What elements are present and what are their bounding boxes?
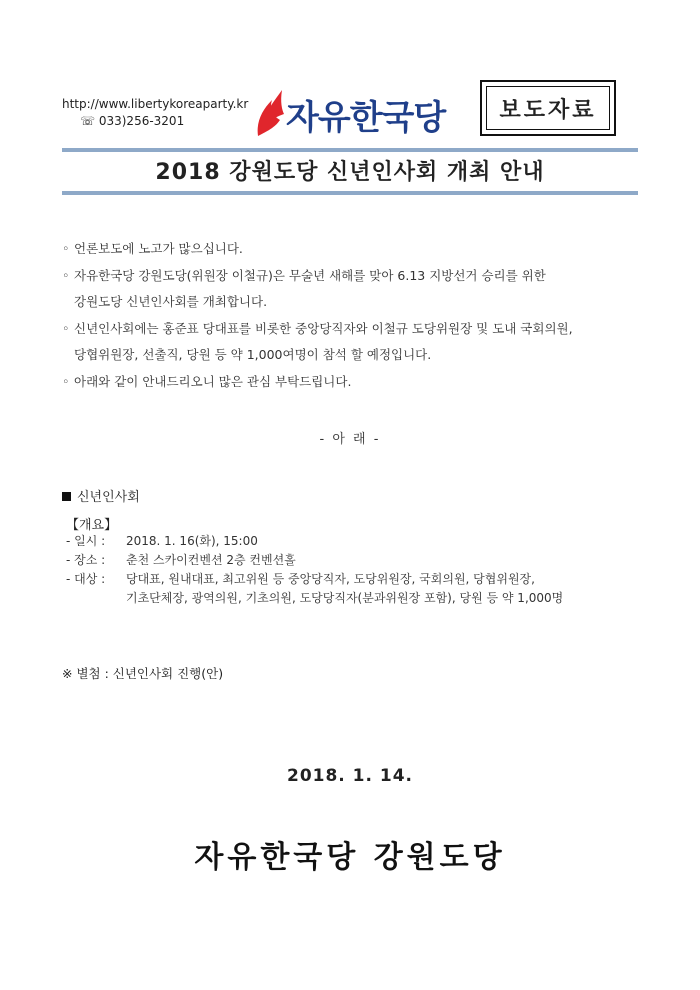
press-release-label: 보도자료 — [499, 97, 597, 123]
overview-heading: 【개요】 — [66, 518, 118, 533]
phone-line — [62, 113, 248, 130]
intro-text-continued: 강원도당 신년인사회를 개최합니다. — [74, 294, 268, 309]
detail-key: - 대상 : — [66, 572, 106, 586]
square-bullet-icon — [62, 492, 71, 501]
detail-value: 2018. 1. 16(화), 15:00 — [126, 534, 258, 548]
page-title: 2018 강원도당 신년인사회 개최 안내 — [155, 160, 545, 185]
title-rule-top — [62, 148, 638, 152]
detail-key: - 장소 : — [66, 553, 106, 567]
release-date: 2018. 1. 14. — [286, 766, 413, 786]
intro-item — [62, 236, 642, 263]
event-details — [66, 532, 563, 608]
notice-divider: - 아 래 - — [319, 432, 381, 447]
contact-info — [62, 96, 248, 130]
party-logo — [252, 84, 452, 140]
detail-key: - 일시 : — [66, 534, 106, 548]
organization-signature: 자유한국당 강원도당 — [194, 840, 506, 875]
attachment-note: ※ 별첨 : 신년인사회 진행(안) — [62, 666, 224, 681]
phone-icon: ☏ — [80, 114, 96, 128]
detail-value: 당대표, 원내대표, 최고위원 등 중앙당직자, 도당위원장, 국회의원, 당협위원장, — [126, 572, 535, 586]
torch-flame-icon — [252, 86, 286, 138]
bullet: ◦ — [62, 267, 70, 283]
detail-value: 춘천 스카이컨벤션 2층 컨벤션홀 — [126, 553, 296, 567]
intro-item — [62, 316, 642, 369]
intro-text: 자유한국당 강원도당(위원장 이철규)은 무술년 새해를 맞아 6.13 지방선거 승리를 위한 — [74, 267, 546, 283]
detail-row-attendees — [66, 570, 563, 589]
detail-row-venue — [66, 551, 563, 570]
website-url[interactable]: http://www.libertykoreaparty.kr — [62, 97, 249, 111]
logo-text: 자유한국당 — [286, 98, 446, 138]
bullet: ◦ — [62, 373, 70, 389]
bullet: ◦ — [62, 320, 70, 336]
intro-paragraphs — [62, 236, 642, 395]
section-title: 신년인사회 — [77, 490, 140, 505]
press-release-box — [480, 80, 616, 136]
detail-row-attendees-continued — [66, 589, 563, 608]
section-heading — [62, 486, 140, 505]
detail-value-continued: 기초단체장, 광역의원, 기초의원, 도당당직자(분과위원장 포함), 당원 등 약 1,000명 — [126, 591, 564, 605]
letterhead — [0, 0, 700, 185]
intro-item — [62, 263, 642, 316]
intro-text: 언론보도에 노고가 많으십니다. — [74, 241, 243, 256]
bullet: ◦ — [62, 241, 70, 256]
detail-row-date — [66, 532, 563, 551]
intro-text-continued: 당협위원장, 선출직, 당원 등 약 1,000여명이 참석 할 예정입니다. — [74, 347, 432, 362]
intro-item — [62, 369, 642, 396]
intro-text: 신년인사회에는 홍준표 당대표를 비롯한 중앙당직자와 이철규 도당위원장 및 도내 국회의원, — [74, 320, 573, 336]
phone-number: 033)256-3201 — [98, 114, 185, 128]
intro-text: 아래와 같이 안내드리오니 많은 관심 부탁드립니다. — [74, 373, 352, 389]
title-rule-bottom — [62, 191, 638, 195]
